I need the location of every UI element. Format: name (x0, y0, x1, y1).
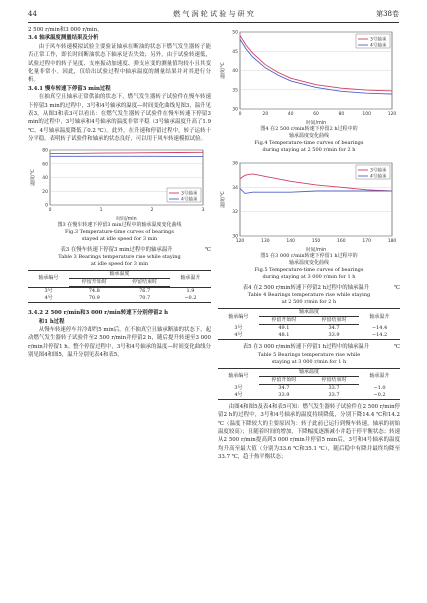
figure-4-chart (218, 26, 400, 126)
table-title-en: Table 5 Bearings temperature rise while (257, 351, 361, 358)
paragraph: 由于风车转速模拟试验主要验证轴承在断油的状态下燃气发生器转子能否正常工作，即长时间断油状态下轴承是否失效；另外，由于试验转速低，试验过程中的转子晃度、支座振动加速度、弹支应变的测量值均较小且其变化量非常小。因此，仅给出试验过程中轴承温度的测量结果并对其进行分析。 (28, 43, 211, 84)
series-line (240, 189, 392, 194)
x-tick-label: 120 (387, 112, 397, 117)
column-header: 轴承温升 (359, 309, 400, 325)
table-unit: ℃ (204, 246, 211, 253)
column-header: 停留开始时 (69, 279, 119, 287)
page-number: 44 (28, 10, 37, 18)
volume-label: 第38卷 (376, 10, 399, 18)
figure-caption: 图4 在2 500 r/min转速下停留2 h过程中的 (260, 126, 358, 132)
table-cell: 1.9 (186, 288, 195, 295)
y-tick-label: 30 (232, 234, 238, 240)
y-axis-label: 温度/℃ (31, 168, 36, 186)
y-tick-label: 50 (232, 30, 238, 36)
table-cell: 33.9 (259, 392, 309, 400)
figure-caption: 图5 在3 000 r/min转速下停留1 h过程中的 (260, 253, 358, 259)
table-cell: 4号 (218, 332, 259, 340)
figure-caption: 轴承温度变化曲线 (288, 133, 329, 139)
column-header: 停留开始时 (259, 376, 309, 384)
column-header: 停留结束时 (119, 279, 169, 287)
table-row (218, 325, 400, 333)
table-row (218, 332, 400, 340)
y-tick-label: 35 (232, 88, 238, 94)
x-tick-label: 130 (261, 239, 270, 244)
table-title-text: 表3 在慢车转速下停留3 min过程中的轴承温升 (60, 246, 173, 253)
figure-caption: 轴承温度变化曲线 (288, 260, 329, 266)
table-cell: 3号 (234, 325, 243, 332)
legend-label: 4号轴承 (181, 197, 198, 203)
y-tick-label: 60 (42, 161, 48, 167)
table-title-text: 表5 在3 000 r/min转速下停留1 h过程中的轴承温升 (242, 344, 370, 351)
table-title-en: at idle speed for 3 min (90, 261, 149, 268)
figure-caption-en: during staying at 2 500 r/min for 2 h (262, 147, 356, 153)
x-tick-label: 120 (235, 239, 245, 244)
column-header: 停留结束时 (309, 317, 359, 325)
table-cell: −14.4 (371, 325, 388, 332)
column-header: 轴承编号 (218, 309, 259, 325)
figure-caption-en: Fig.3 Temperature-time curves of bearings (65, 228, 174, 235)
table-cell: 33.7 (309, 392, 359, 400)
section-heading: 3.4 轴承温度测量结果及分析 (28, 35, 99, 42)
table-title-en: at 2 500 r/min for 2 h (281, 299, 337, 306)
column-header: 轴承温度 (259, 368, 359, 376)
table-row (218, 384, 400, 392)
subsection-heading: 3.4.2 2 500 r/min和3 000 r/min转速下分别停留2 h (28, 310, 169, 317)
figure-caption-en: Fig.4 Temperature-time curves of bearings (254, 140, 364, 146)
table-cell: 48.1 (259, 332, 309, 340)
table-cell: 34.7 (328, 325, 340, 332)
table-cell: 70.9 (69, 295, 119, 303)
table-cell: 4号 (28, 295, 69, 303)
table-row (28, 288, 211, 296)
series-line (50, 152, 203, 153)
table-cell: 74.8 (88, 288, 100, 295)
table-3 (28, 270, 211, 303)
x-axis-label: 时间/min (305, 121, 327, 126)
y-tick-label: 40 (42, 175, 48, 181)
table-cell: −1.0 (373, 384, 386, 391)
table-cell: 34.7 (278, 384, 290, 391)
x-tick-label: 180 (387, 239, 397, 244)
table-cell: 70.7 (119, 295, 169, 303)
right-column (218, 26, 400, 462)
table-5 (218, 368, 400, 400)
subsection-heading: 3.4.1 慢车转速下停留3 min过程 (28, 85, 111, 92)
y-tick-label: 40 (232, 69, 238, 74)
x-axis-label: 时间/min (305, 248, 327, 253)
table-row (218, 392, 400, 400)
table-title-en: Table 4 Bearings temperature rise while staying (247, 292, 371, 299)
x-tick-label: 150 (311, 239, 321, 244)
paragraph: 在抽真空且轴承正常供油的状态下，燃气发生器转子试验件在慢车转速下停留3 min的过程中，3号和4号轴承的温度—时间变化曲线见图3，温升见表3。从图3和表3可以看出：在燃气发生器转子试验件在慢车转速下停留3 min的过程中，3号轴承和4号轴承的温度非常平稳（3号轴承温度升高了1.9 ℃，4号轴承温度降低了0.2 ℃）。此外，在升速和停留过程中，转子运转十分平稳，表明转子试验件和轴承的状态良好，可以用于风车转速模拟试验。 (28, 94, 211, 143)
y-tick-label: 0 (45, 203, 48, 209)
column-header: 轴承温度 (259, 309, 359, 317)
legend-label: 4号轴承 (370, 174, 387, 180)
y-axis-label: 温度/℃ (221, 191, 226, 208)
column-header: 轴承温升 (170, 271, 211, 287)
x-tick-label: 0 (238, 112, 242, 117)
legend-label: 4号轴承 (370, 43, 387, 49)
paragraph: 2 500 r/min和3 000 r/min。 (28, 27, 103, 33)
table-title-text: 表4 在2 500 r/min转速下停留2 h过程中的轴承温升 (242, 285, 370, 291)
subsection-heading-cont: 和1 h过程 (38, 318, 65, 325)
legend-label: 3号轴承 (370, 168, 387, 174)
left-column (28, 26, 211, 360)
y-axis-label: 温度/℃ (221, 62, 226, 79)
table-title (28, 246, 211, 254)
table-cell: −0.2 (359, 392, 400, 400)
column-header: 轴承编号 (218, 368, 259, 384)
figure-5-chart (218, 157, 400, 253)
column-header: 轴承编号 (28, 271, 69, 287)
y-tick-label: 45 (232, 49, 238, 55)
legend-label: 3号轴承 (370, 37, 387, 43)
x-tick-label: 2 (150, 207, 154, 213)
table-cell: 33.9 (309, 332, 359, 340)
paragraph: 由图4和图5及表4和表5可知：燃气发生器转子试验件在2 500 r/min停留2 h的过程中，3号和4号轴承的温度持续降低，分别下降14.4 ℃和14.2 ℃（温度下降较大的主要原因为：转子此前已运行到慢车转速，轴承的初始温度较高）；且随着时间的增加，下降幅度逐渐减小并趋于停平衡状态；转速从2 500 r/min提高到3 000 r/min并停留5 min后，3号和4号轴承的温度均升高至最大值（分别为33.6 ℃和35.1 ℃），随后稳中有降并最终均降至33.7 ℃，趋于热平衡状态； (218, 403, 400, 461)
journal-title: 燃 气 涡 轮 试 验 与 研 究 (173, 10, 254, 18)
table-title-en: Table 3 Bearings temperature rise while staying (58, 254, 181, 261)
page-header (28, 8, 399, 23)
x-tick-label: 80 (338, 112, 345, 117)
y-tick-label: 30 (232, 107, 238, 113)
table-cell: 49.1 (278, 325, 290, 332)
table-title-en: staying at 3 000 r/min for 1 h (271, 358, 347, 365)
figure-3-chart (28, 144, 211, 222)
y-tick-label: 20 (42, 189, 48, 195)
x-tick-label: 170 (362, 239, 371, 244)
x-tick-label: 40 (287, 112, 294, 117)
table-cell: 4号 (218, 392, 259, 400)
figure-caption-en: stayed at idle speed for 3 min (81, 235, 158, 242)
table-cell: −0.2 (170, 295, 211, 303)
column-header: 轴承温升 (359, 368, 400, 384)
table-cell: 76.7 (139, 288, 151, 295)
table-cell: 3号 (234, 384, 243, 391)
y-tick-label: 32 (232, 210, 238, 216)
x-tick-label: 1 (99, 207, 103, 213)
column-header: 停留开始时 (259, 317, 309, 325)
column-header: 停留结束时 (309, 376, 359, 384)
figure-caption-en: during staying at 3 000 r/min for 1 h (262, 274, 356, 280)
table-unit: ℃ (393, 344, 400, 351)
table-cell: 3号 (44, 288, 53, 295)
x-tick-label: 140 (286, 239, 295, 244)
column-header: 轴承温度 (69, 271, 170, 279)
x-tick-label: 0 (48, 207, 52, 213)
x-tick-label: 100 (362, 112, 371, 117)
legend-label: 3号轴承 (181, 191, 198, 197)
table-row (28, 295, 211, 303)
table-cell: 33.7 (328, 384, 340, 391)
x-tick-label: 160 (337, 239, 346, 244)
x-axis-label: 时间/min (116, 216, 137, 222)
figure-caption-en: Fig.5 Temperature-time curves of bearings (254, 267, 364, 273)
y-tick-label: 36 (232, 161, 238, 167)
x-tick-label: 20 (262, 112, 269, 117)
table-title (218, 343, 400, 351)
paragraph: 从慢车转速停车并冷却约5 min后，在不抽真空且轴承断油的状态下，起动燃气发生器转子试验件至2 500 r/min并停留2 h，随后提升转速至3 000 r/min并停留1 h。整个停留过程中，3号和4号轴承的温度—时间变化曲线分别见图4和图5，温升分别见表4和表5。 (28, 326, 211, 359)
table-unit: ℃ (393, 285, 400, 291)
table-title (218, 284, 400, 292)
x-tick-label: 60 (313, 112, 319, 117)
table-4 (218, 308, 400, 340)
table-cell: −14.2 (359, 332, 400, 340)
figure-caption: 图3 在慢车转速下停留3 min过程中的轴承温度变化曲线 (57, 221, 182, 228)
y-tick-label: 80 (42, 148, 48, 154)
y-tick-label: 34 (232, 185, 238, 191)
x-tick-label: 3 (201, 207, 205, 213)
